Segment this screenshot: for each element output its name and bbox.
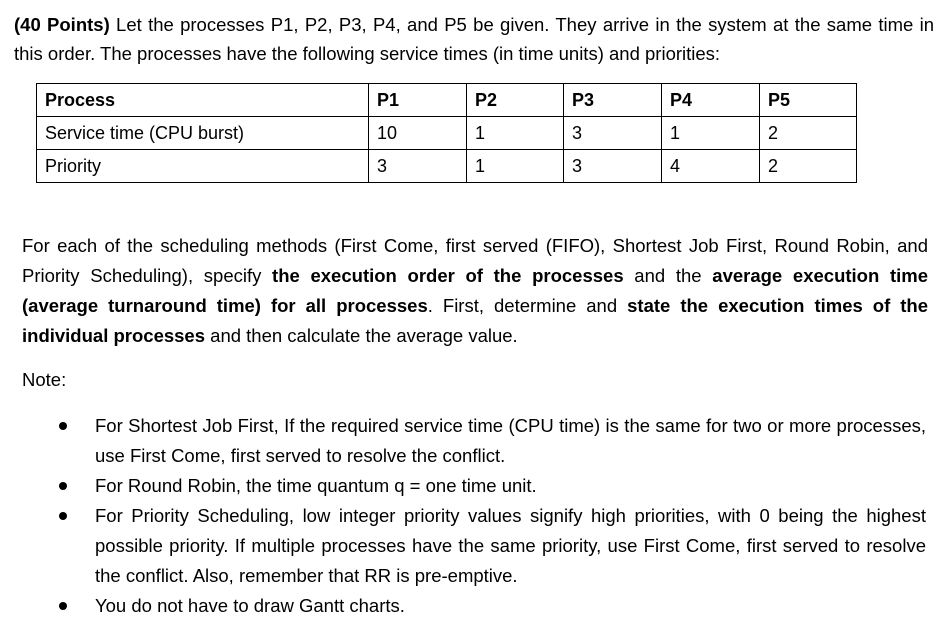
intro-text: Let the processes P1, P2, P3, P4, and P5 be given. They arrive in the system at the same time in this order. The processes have the following service times (in time units) and priorities: bbox=[14, 14, 934, 64]
bullet-item bbox=[0, 471, 926, 501]
row-label-service-time: Service time (CPU burst) bbox=[37, 117, 369, 150]
process-table bbox=[36, 83, 857, 183]
bullet-dot-icon bbox=[59, 602, 67, 610]
intro-paragraph bbox=[14, 10, 934, 68]
header-cell-p3: P3 bbox=[564, 84, 662, 117]
service-time-p4: 1 bbox=[662, 117, 760, 150]
bullet-item bbox=[0, 501, 926, 591]
bullet-dot-icon bbox=[59, 482, 67, 490]
header-cell-p5: P5 bbox=[760, 84, 857, 117]
row-label-priority: Priority bbox=[37, 150, 369, 183]
service-time-p1: 10 bbox=[369, 117, 467, 150]
bullet-text: You do not have to draw Gantt charts. bbox=[95, 595, 405, 616]
task-text-3: . First, determine and bbox=[427, 295, 628, 316]
service-time-p5: 2 bbox=[760, 117, 857, 150]
bullet-text: For Priority Scheduling, low integer priority values signify high priorities, with 0 being the highest possible priority. If multiple processes have the same priority, use First Come, first served to resolve the conflict. Also, remember that RR is pre-emptive. bbox=[95, 505, 926, 586]
bullet-text: For Shortest Job First, If the required service time (CPU time) is the same for two or more processes, use First Come, first served to resolve the conflict. bbox=[95, 415, 926, 466]
task-bold-2: average execution time (average turnaround time) for all processes bbox=[22, 265, 928, 316]
table-header-row bbox=[37, 84, 857, 117]
priority-p3: 3 bbox=[564, 150, 662, 183]
task-bold-3: state the execution times of the individual processes bbox=[22, 295, 928, 346]
bullet-dot-icon bbox=[59, 422, 67, 430]
header-cell-p1: P1 bbox=[369, 84, 467, 117]
header-cell-p4: P4 bbox=[662, 84, 760, 117]
task-bold-1: the execution order of the processes bbox=[272, 265, 624, 286]
bullet-dot-icon bbox=[59, 512, 67, 520]
table-row-priority bbox=[37, 150, 857, 183]
bullet-item bbox=[0, 591, 926, 621]
table-row-service-time bbox=[37, 117, 857, 150]
bullet-text: For Round Robin, the time quantum q = one time unit. bbox=[95, 475, 537, 496]
task-paragraph bbox=[22, 231, 928, 351]
bullet-item bbox=[0, 411, 926, 471]
priority-p1: 3 bbox=[369, 150, 467, 183]
task-text-4: and then calculate the average value. bbox=[205, 325, 518, 346]
priority-p2: 1 bbox=[467, 150, 564, 183]
header-cell-p2: P2 bbox=[467, 84, 564, 117]
service-time-p2: 1 bbox=[467, 117, 564, 150]
task-text-1: For each of the scheduling methods (First Come, first served (FIFO), Shortest Job First, Round Robin, and Priority Scheduling), specify bbox=[22, 235, 928, 286]
priority-p5: 2 bbox=[760, 150, 857, 183]
points-label: (40 Points) bbox=[14, 14, 110, 35]
task-text-2: and the bbox=[623, 265, 713, 286]
note-bullet-list bbox=[0, 411, 943, 621]
header-cell-process: Process bbox=[37, 84, 369, 117]
service-time-p3: 3 bbox=[564, 117, 662, 150]
note-label: Note: bbox=[22, 369, 67, 390]
priority-p4: 4 bbox=[662, 150, 760, 183]
